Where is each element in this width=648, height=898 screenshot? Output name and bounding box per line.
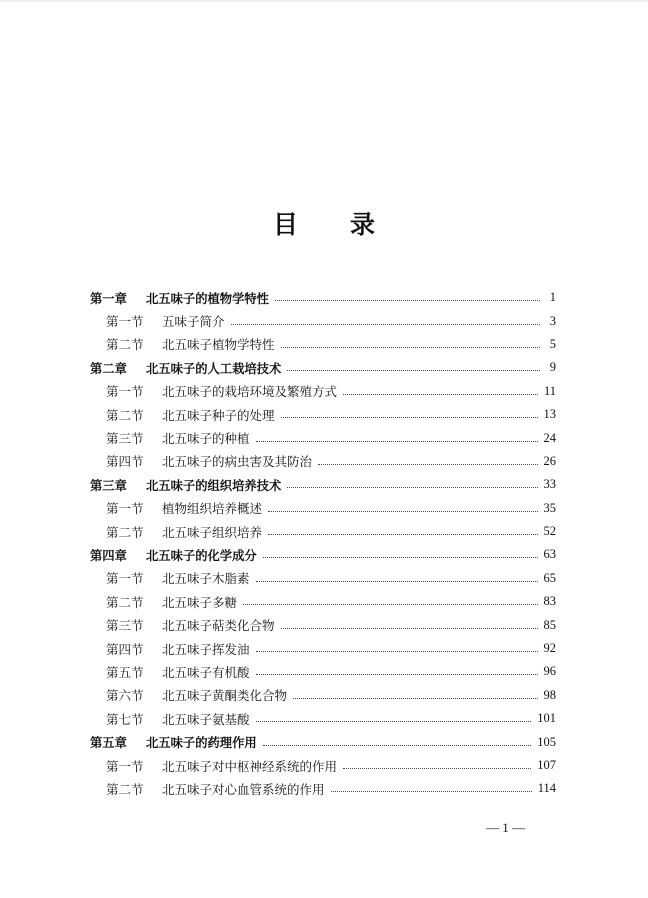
toc-section-row xyxy=(90,613,556,636)
section-title: 北五味子对中枢神经系统的作用 xyxy=(162,758,338,774)
section-number: 第二节 xyxy=(106,594,144,610)
chapter-title: 北五味子的人工栽培技术 xyxy=(146,361,282,376)
section-number: 第六节 xyxy=(106,688,144,704)
toc-section-row xyxy=(90,309,556,332)
section-title: 北五味子的种植 xyxy=(162,431,250,447)
dot-leader xyxy=(268,511,537,512)
dot-leader xyxy=(256,581,538,582)
toc-section-row xyxy=(90,777,556,800)
section-title: 北五味子多糖 xyxy=(162,594,238,610)
section-number: 第一节 xyxy=(106,314,144,330)
page-ref: 63 xyxy=(543,547,556,562)
page-ref: 85 xyxy=(543,617,556,632)
section-number: 第四节 xyxy=(106,641,144,657)
section-number: 第一节 xyxy=(106,501,144,517)
toc-section-row xyxy=(90,567,556,590)
toc-chapter-row xyxy=(90,286,556,309)
toc-chapter-row xyxy=(90,473,556,496)
chapter-number: 第一章 xyxy=(90,291,127,306)
page-ref: 35 xyxy=(543,500,556,515)
section-title: 北五味子木脂素 xyxy=(162,571,250,587)
dot-leader xyxy=(263,557,538,558)
dot-leader xyxy=(231,324,540,325)
dot-leader xyxy=(263,745,532,746)
toc-section-row xyxy=(90,333,556,356)
page-ref: 92 xyxy=(543,641,556,656)
section-title: 北五味子的病虫害及其防治 xyxy=(162,454,313,470)
page-ref: 65 xyxy=(543,570,556,585)
section-number: 第七节 xyxy=(106,711,144,727)
chapter-number: 第三章 xyxy=(90,478,127,493)
page-ref: 3 xyxy=(549,313,556,328)
section-number: 第五节 xyxy=(106,664,144,680)
dot-leader xyxy=(281,628,538,629)
dot-leader xyxy=(256,674,538,675)
toc-section-row xyxy=(90,450,556,473)
chapter-title: 北五味子的组织培养技术 xyxy=(146,478,282,493)
page-ref: 98 xyxy=(543,687,556,702)
toc-section-row xyxy=(90,707,556,730)
page-ref: 11 xyxy=(543,383,556,398)
dot-leader xyxy=(256,651,538,652)
title-char-1: 目 xyxy=(272,210,298,239)
section-number: 第二节 xyxy=(106,337,144,353)
chapter-number: 第二章 xyxy=(90,361,127,376)
dot-leader xyxy=(275,300,540,301)
dot-leader xyxy=(287,487,537,488)
dot-leader xyxy=(331,791,532,792)
toc-section-row xyxy=(90,590,556,613)
page-ref: 96 xyxy=(543,664,556,679)
toc-chapter-row xyxy=(90,356,556,379)
dot-leader xyxy=(268,534,537,535)
toc-section-row xyxy=(90,520,556,543)
section-title: 北五味子对心血管系统的作用 xyxy=(162,781,325,797)
section-number: 第二节 xyxy=(106,524,144,540)
dot-leader xyxy=(281,347,540,348)
dot-leader xyxy=(343,768,531,769)
page-ref: 24 xyxy=(543,430,556,445)
page-ref: 52 xyxy=(543,524,556,539)
top-rule xyxy=(0,0,648,2)
toc-section-row xyxy=(90,426,556,449)
page-ref: 107 xyxy=(537,758,556,772)
section-title: 北五味子萜类化合物 xyxy=(162,618,275,634)
section-title: 北五味子氨基酸 xyxy=(162,711,250,727)
chapter-title: 北五味子的化学成分 xyxy=(146,548,257,563)
dot-leader xyxy=(287,370,540,371)
dot-leader xyxy=(293,698,537,699)
toc-section-row xyxy=(90,684,556,707)
page-ref: 1 xyxy=(549,290,556,305)
toc-section-row xyxy=(90,497,556,520)
toc-section-row xyxy=(90,380,556,403)
chapter-number: 第五章 xyxy=(90,736,127,751)
section-number: 第二节 xyxy=(106,407,144,423)
toc-chapter-row xyxy=(90,543,556,566)
title-char-2: 录 xyxy=(350,210,376,239)
dot-leader xyxy=(343,394,538,395)
section-title: 五味子简介 xyxy=(162,314,225,330)
toc-section-row xyxy=(90,754,556,777)
page-ref: 105 xyxy=(537,734,556,749)
chapter-title: 北五味子的药理作用 xyxy=(146,736,257,751)
page-ref: 26 xyxy=(543,453,556,468)
table-of-contents xyxy=(90,286,556,801)
toc-section-row xyxy=(90,403,556,426)
page-ref: 5 xyxy=(549,336,556,351)
section-title: 北五味子组织培养 xyxy=(162,524,263,540)
section-number: 第一节 xyxy=(106,384,144,400)
page-ref: 114 xyxy=(537,781,556,796)
page-number: — 1 — xyxy=(486,820,525,835)
dot-leader xyxy=(281,417,538,418)
dot-leader xyxy=(318,464,537,465)
section-title: 北五味子黄酮类化合物 xyxy=(162,688,288,704)
page-ref: 13 xyxy=(543,407,556,422)
section-number: 第三节 xyxy=(106,618,144,634)
page-title xyxy=(0,205,648,241)
section-number: 第一节 xyxy=(106,571,144,587)
page-ref: 9 xyxy=(549,360,556,375)
section-title: 北五味子种子的处理 xyxy=(162,407,275,423)
toc-section-row xyxy=(90,660,556,683)
section-title: 北五味子有机酸 xyxy=(162,664,250,680)
section-number: 第一节 xyxy=(106,758,144,774)
page-ref: 101 xyxy=(537,711,556,726)
page-ref: 83 xyxy=(543,594,556,609)
section-number: 第三节 xyxy=(106,431,144,447)
page-ref: 33 xyxy=(543,477,556,492)
chapter-number: 第四章 xyxy=(90,548,127,563)
dot-leader xyxy=(256,441,538,442)
dot-leader xyxy=(256,721,532,722)
toc-section-row xyxy=(90,637,556,660)
section-title: 植物组织培养概述 xyxy=(162,501,263,517)
toc-chapter-row xyxy=(90,730,556,753)
section-number: 第二节 xyxy=(106,781,144,797)
section-number: 第四节 xyxy=(106,454,144,470)
section-title: 北五味子植物学特性 xyxy=(162,337,275,353)
section-title: 北五味子的栽培环境及繁殖方式 xyxy=(162,384,338,400)
chapter-title: 北五味子的植物学特性 xyxy=(146,291,269,306)
dot-leader xyxy=(243,604,537,605)
section-title: 北五味子挥发油 xyxy=(162,641,250,657)
